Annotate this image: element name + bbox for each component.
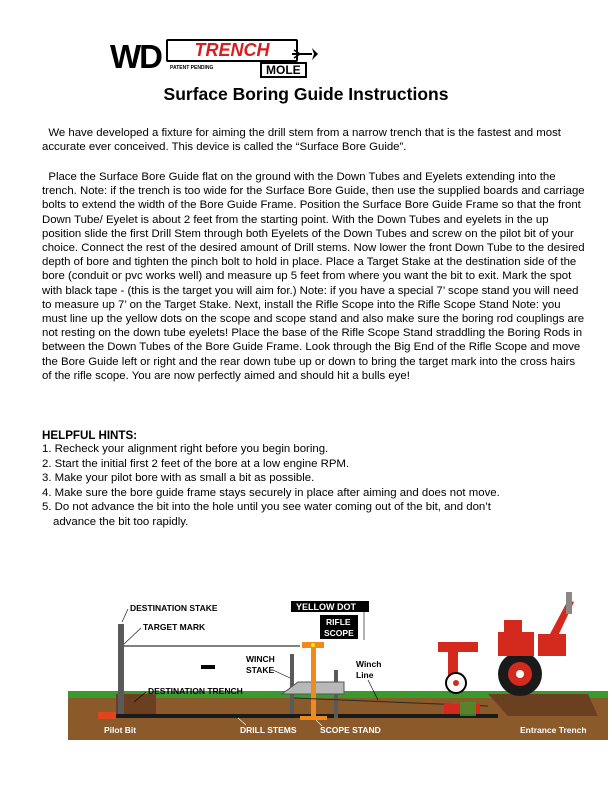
hints-list [42,442,582,530]
label-stake: STAKE [246,665,275,675]
label-entrance-trench: Entrance Trench [520,725,587,735]
label-winch-line-2: Line [356,670,374,680]
scope-stand-base [300,716,327,720]
hint-item: 1. Recheck your alignment right before you begin boring. [42,443,329,455]
label-yellow-dot: YELLOW DOT [296,602,356,612]
hint-item-continuation: advance the bit too rapidly. [53,515,189,528]
label-scope: SCOPE [324,628,354,638]
logo-wd-text: WD [110,38,161,75]
label-winch: WINCH [246,654,275,664]
company-logo [110,38,315,78]
label-drill-stems: DRILL STEMS [240,725,297,735]
bore-guide-diagram [68,590,608,740]
yellow-dot [311,643,315,647]
leader-line [122,609,128,622]
leader-line [124,628,141,644]
label-winch-line-1: Winch [356,659,382,669]
label-destination-stake: DESTINATION STAKE [130,603,218,613]
pilot-bit [98,712,116,719]
leader-line [273,670,290,678]
winch-stake [290,654,294,714]
label-scope-stand: SCOPE STAND [320,725,381,735]
target-mark [201,665,215,669]
arrow-icon [278,46,318,62]
logo-patent-text: PATENT PENDING [170,65,214,71]
logo-trench-text: TRENCH [166,39,298,62]
hint-item: 2. Start the initial first 2 feet of the bore at a low engine RPM. [42,457,350,470]
hints-heading: HELPFUL HINTS: [42,429,138,442]
logo-mole-text: MOLE [260,62,307,78]
instructions-paragraph: Place the Surface Bore Guide flat on the ground with the Down Tubes and Eyelets extending into the trench. Note: if the trench is too wide for the Surface Bore Guide, then use the supplied boards and carriage bolts to extend the width of the Bore Guide Frame. Position the Surface Bore Guide Frame so that the front Down Tube/ Eyelet is about 2 feet from the starting point. With the Down Tubes and eyelets in the up position slide the first Drill Stem through both Eyelets of the Down Tubes and screw on the pilot bit of your choice. Connect the rest of the desired amount of Drill stems. Now lower the front Down Tube to the desired depth of bore and tighten the pinch bolt to hold in place. Place a Target Stake at the destination side of the bore (conduit or pvc works well) and measure up 5 feet from where you want the bit to exit. Mark the spot with black tape - (this is the target you will aim for.) Note: if you have a special 7’ scope stand you will need to measure up 7’ on the Target Stake. Next, install the Rifle Scope into the Rifle Scope Stand Note: you must line up the yellow dots on the scope and scope stand and also make sure the boring rod couplings are not resting on the down tube eyelets! Place the base of the Rifle Scope Stand straddling the Boring Rods in between the Down Tubes of the Bore Guide Frame. Look through the Big End of the Rifle Scope and move the Bore Guide left or right and the rear down tube up or down to bring the target mark into the cross hairs of the rifle scope. You are now perfectly aimed and should hit a bulls eye! [42,171,585,382]
hint-item: 4. Make sure the bore guide frame stays securely in place after aiming and does not move. [42,486,500,499]
page-title: Surface Boring Guide Instructions [163,84,449,104]
destination-stake [118,624,124,718]
label-rifle: RIFLE [326,617,351,627]
intro-paragraph: We have developed a fixture for aiming the drill stem from a narrow trench that is the fastest and most accurate ever conceived. This device is called the “Surface Bore Guide”. [42,127,561,154]
label-destination-trench: DESTINATION TRENCH [148,686,243,696]
label-target-mark: TARGET MARK [143,622,206,632]
hint-item: 5. Do not advance the bit into the hole until you see water coming out of the bit, and don’t advance the bit too rapidly. [42,500,582,529]
hint-item: 3. Make your pilot bore with as small a bit as possible. [42,472,315,485]
label-pilot-bit: Pilot Bit [104,725,137,735]
scope-stand [311,648,316,718]
